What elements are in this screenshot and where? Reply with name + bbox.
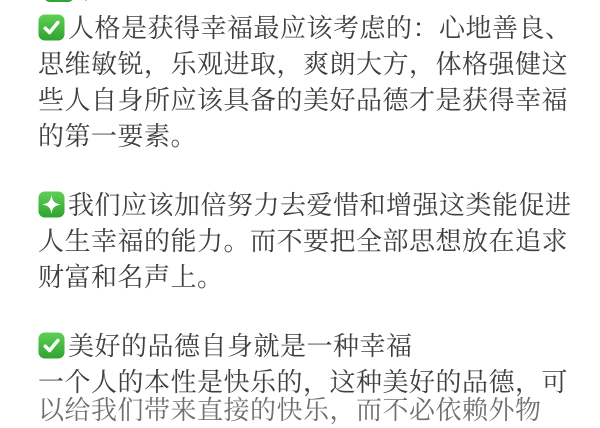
paragraph-2-line-3: 财富和名声上。: [38, 262, 224, 292]
check-mark-icon: [38, 14, 65, 41]
check-mark-icon: [38, 332, 65, 359]
paragraph-1: [38, 10, 572, 154]
clipped-next-line: 以给我们带来直接的快乐，而不必依赖外物: [38, 395, 542, 425]
sparkle-icon: [38, 191, 65, 218]
paragraph-1-line-1: [38, 10, 572, 46]
paragraph-1-line-4: 的第一要素。: [38, 121, 198, 151]
paragraph-3: [38, 328, 569, 428]
paragraph-text: 我们应该加倍努力去爱惜和增强这类能促进: [68, 190, 572, 220]
paragraph-2-line-2: 人生幸福的能力。而不要把全部思想放在追求: [38, 226, 569, 256]
paragraph-1-line-3: 些人自身所应该具备的美好品德才是获得幸福: [38, 85, 569, 115]
paragraph-2-line-1: [38, 187, 572, 223]
clipped-previous-emoji-sliver: [44, 0, 74, 2]
paragraph-text: 美好的品德自身就是一种幸福: [68, 331, 413, 361]
paragraph-text: 人格是获得幸福最应该考虑的：心地善良、: [68, 13, 572, 43]
paragraph-3-line-1: [38, 328, 566, 364]
paragraph-1-line-2: 思维敏锐，乐观进取，爽朗大方，体格强健这: [38, 49, 569, 79]
paragraph-2: [38, 187, 572, 295]
clipped-previous-line: [82, 0, 374, 1]
paragraph-3-line-2: 一个人的本性是快乐的，这种美好的品德，可: [38, 367, 569, 397]
